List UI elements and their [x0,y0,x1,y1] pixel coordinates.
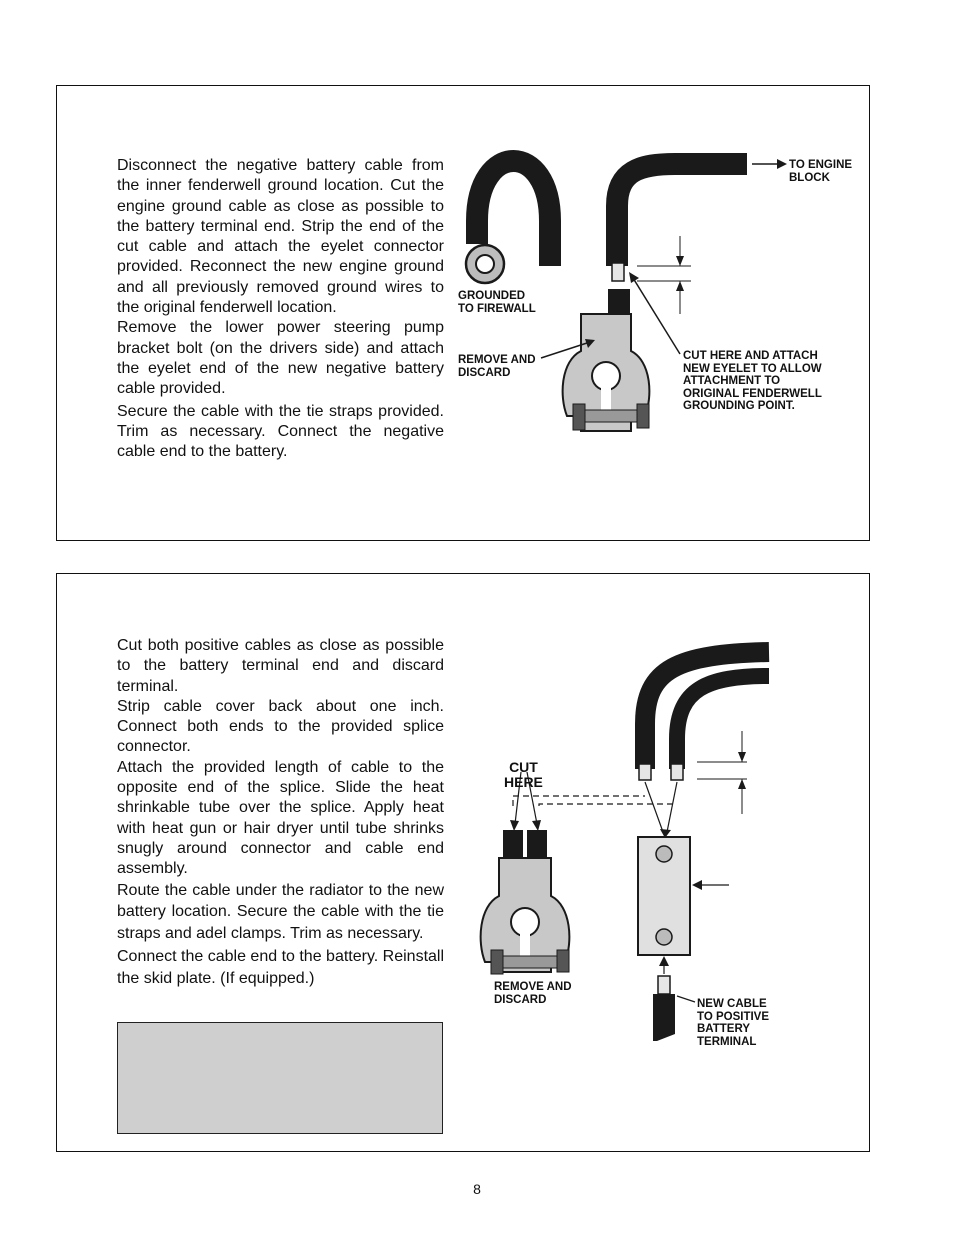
label-cut-here: CUT HERE [504,759,543,790]
label-to-engine-block: TO ENGINE BLOCK [789,159,853,184]
instruction-paragraph: Remove the lower power steering pump bracket bolt (on the drivers side) and attach the eyelet end of the new negative battery cable provided. [117,319,444,398]
label-new-cable-positive: NEW CABLE TO POSITIVE BATTERY TERMINAL [697,998,769,1048]
page-number: 8 [473,1181,481,1197]
instruction-panel-negative-cable [56,85,870,541]
label-remove-and-discard: REMOVE AND DISCARD [494,981,572,1006]
instruction-paragraph: Cut both positive cables as close as possible to the battery terminal end and discard terminal. [117,637,444,695]
instruction-paragraph: Disconnect the negative battery cable from the inner fenderwell ground location. Cut the engine ground cable as close as possible to the battery terminal end. Strip the end of the cut cable and attach the eyelet connector provided. Reconnect the new engine ground and all previously removed ground wires to the original fenderwell location. [117,157,444,317]
instruction-paragraph: Connect the cable end to the battery. Reinstall the skid plate. (If equipped.) [117,948,445,988]
instruction-paragraph: Attach the provided length of cable to the opposite end of the splice. Slide the heat shrinkable tube over the splice. Apply heat with heat gun or hair dryer until tube shrinks snugly around connector and cable end assembly. [117,758,444,878]
instruction-paragraph: Secure the cable with the tie straps provided. Trim as necessary. Connect the negative cable end to the battery. [117,402,444,461]
positive-cable-instructions [117,636,444,990]
note-box [117,1022,443,1134]
instruction-paragraph: Route the cable under the radiator to the new battery location. Secure the cable with the tie straps and adel clamps. Trim as necessary. [117,881,444,942]
negative-cable-instructions [117,156,444,462]
label-cut-here-attach: CUT HERE AND ATTACH NEW EYELET TO ALLOW ATTACHMENT TO ORIGINAL FENDERWELL GROUNDING POINT. [683,350,822,412]
instruction-panel-positive-cable [56,573,870,1152]
label-remove-and-discard: REMOVE AND DISCARD [458,354,536,379]
instruction-paragraph: Strip cable cover back about one inch. Connect both ends to the provided splice connector. [117,697,444,756]
label-grounded-to-firewall: GROUNDED TO FIREWALL [458,290,536,315]
